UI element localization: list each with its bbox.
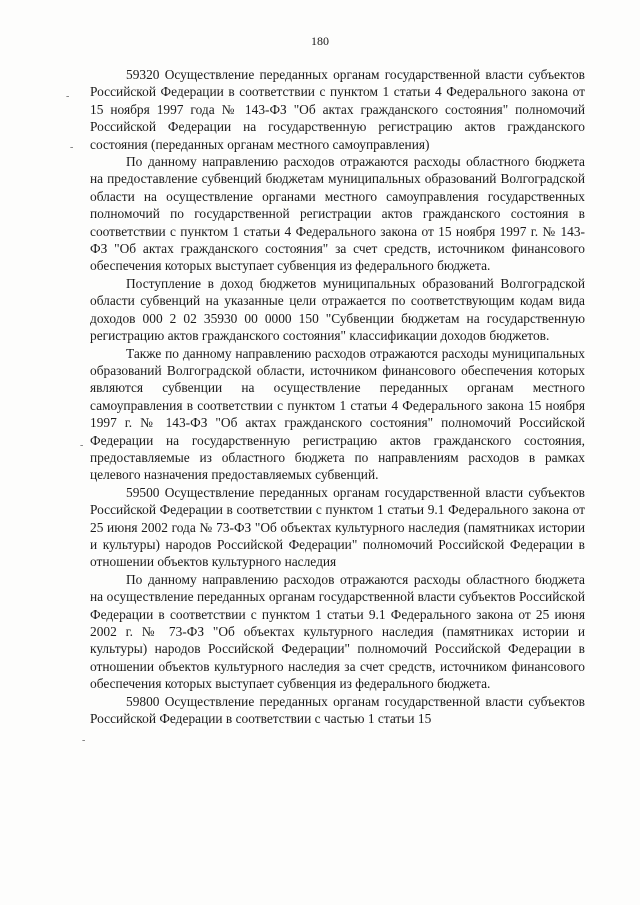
margin-mark: - bbox=[80, 440, 84, 451]
document-body bbox=[90, 66, 585, 727]
margin-mark: - bbox=[66, 91, 70, 102]
paragraph-59320-municipal: Также по данному направлению расходов отражаются расходы муниципальных образований Волгоградской области, источником финансового обеспечения которых являются субвенции на осуществление переданных органам местного самоуправления в соответствии с пунктом 1 статьи 4 Федерального закона 15 ноября 1997 г. № 143-ФЗ "Об актах гражданского состояния" полномочий Российской Федерации на государственную регистрацию актов гражданского состояния, предоставляемые из областного бюджета по направлениям расходов в рамках целевого назначения предоставляемых субвенций. bbox=[90, 345, 585, 483]
page-number: 180 bbox=[311, 34, 329, 48]
margin-mark: - bbox=[82, 735, 86, 746]
margin-mark: - bbox=[70, 142, 74, 153]
paragraph-59320-description: По данному направлению расходов отражаются расходы областного бюджета на предоставление субвенций бюджетам муниципальных образований Волгоградской области на осуществление органами местного самоуправления государственных полномочий по государственной регистрации актов гражданского состояния в соответствии с пунктом 1 статьи 4 Федерального закона от 15 ноября 1997 г. № 143-ФЗ "Об актах гражданского состояния" за счет средств, источником финансового обеспечения которых выступает субвенция из федерального бюджета. bbox=[90, 154, 585, 274]
paragraph-59500-heading: 59500 Осуществление переданных органам государственной власти субъектов Российской Федерации в соответствии с пунктом 1 статьи 9.1 Федерального закона от 25 июня 2002 года № 73-ФЗ "Об объектах культурного наследия (памятниках истории и культуры) народов Российской Федерации" полномочий Российской Федерации в отношении объектов культурного наследия bbox=[90, 484, 585, 570]
paragraph-59320-income: Поступление в доход бюджетов муниципальных образований Волгоградской области субвенций на указанные цели отражается по соответствующим кодам вида доходов 000 2 02 35930 00 0000 150 "Субвенции бюджетам на государственную регистрацию актов гражданского состояния" классификации доходов бюджетов. bbox=[90, 275, 585, 344]
paragraph-59320-heading: 59320 Осуществление переданных органам государственной власти субъектов Российской Федерации в соответствии с пунктом 1 статьи 4 Федерального закона от 15 ноября 1997 года № 143-ФЗ "Об актах гражданского состояния" полномочий Российской Федерации на государственную регистрацию актов гражданского состояния (переданных органам местного самоуправления) bbox=[90, 67, 585, 152]
paragraph-59500-description: По данному направлению расходов отражаются расходы областного бюджета на осуществление переданных органам государственной власти субъектов Российской Федерации в соответствии с пунктом 1 статьи 9.1 Федерального закона от 25 июня 2002 г. № 73-ФЗ "Об объектах культурного наследия (памятниках истории и культуры) народов Российской Федерации" полномочий Российской Федерации в отношении объектов культурного наследия за счет средств, источником финансового обеспечения которых выступает субвенция из федерального бюджета. bbox=[90, 571, 585, 692]
paragraph-59800-heading: 59800 Осуществление переданных органам государственной власти субъектов Российской Федерации в соответствии с частью 1 статьи 15 bbox=[90, 693, 585, 727]
